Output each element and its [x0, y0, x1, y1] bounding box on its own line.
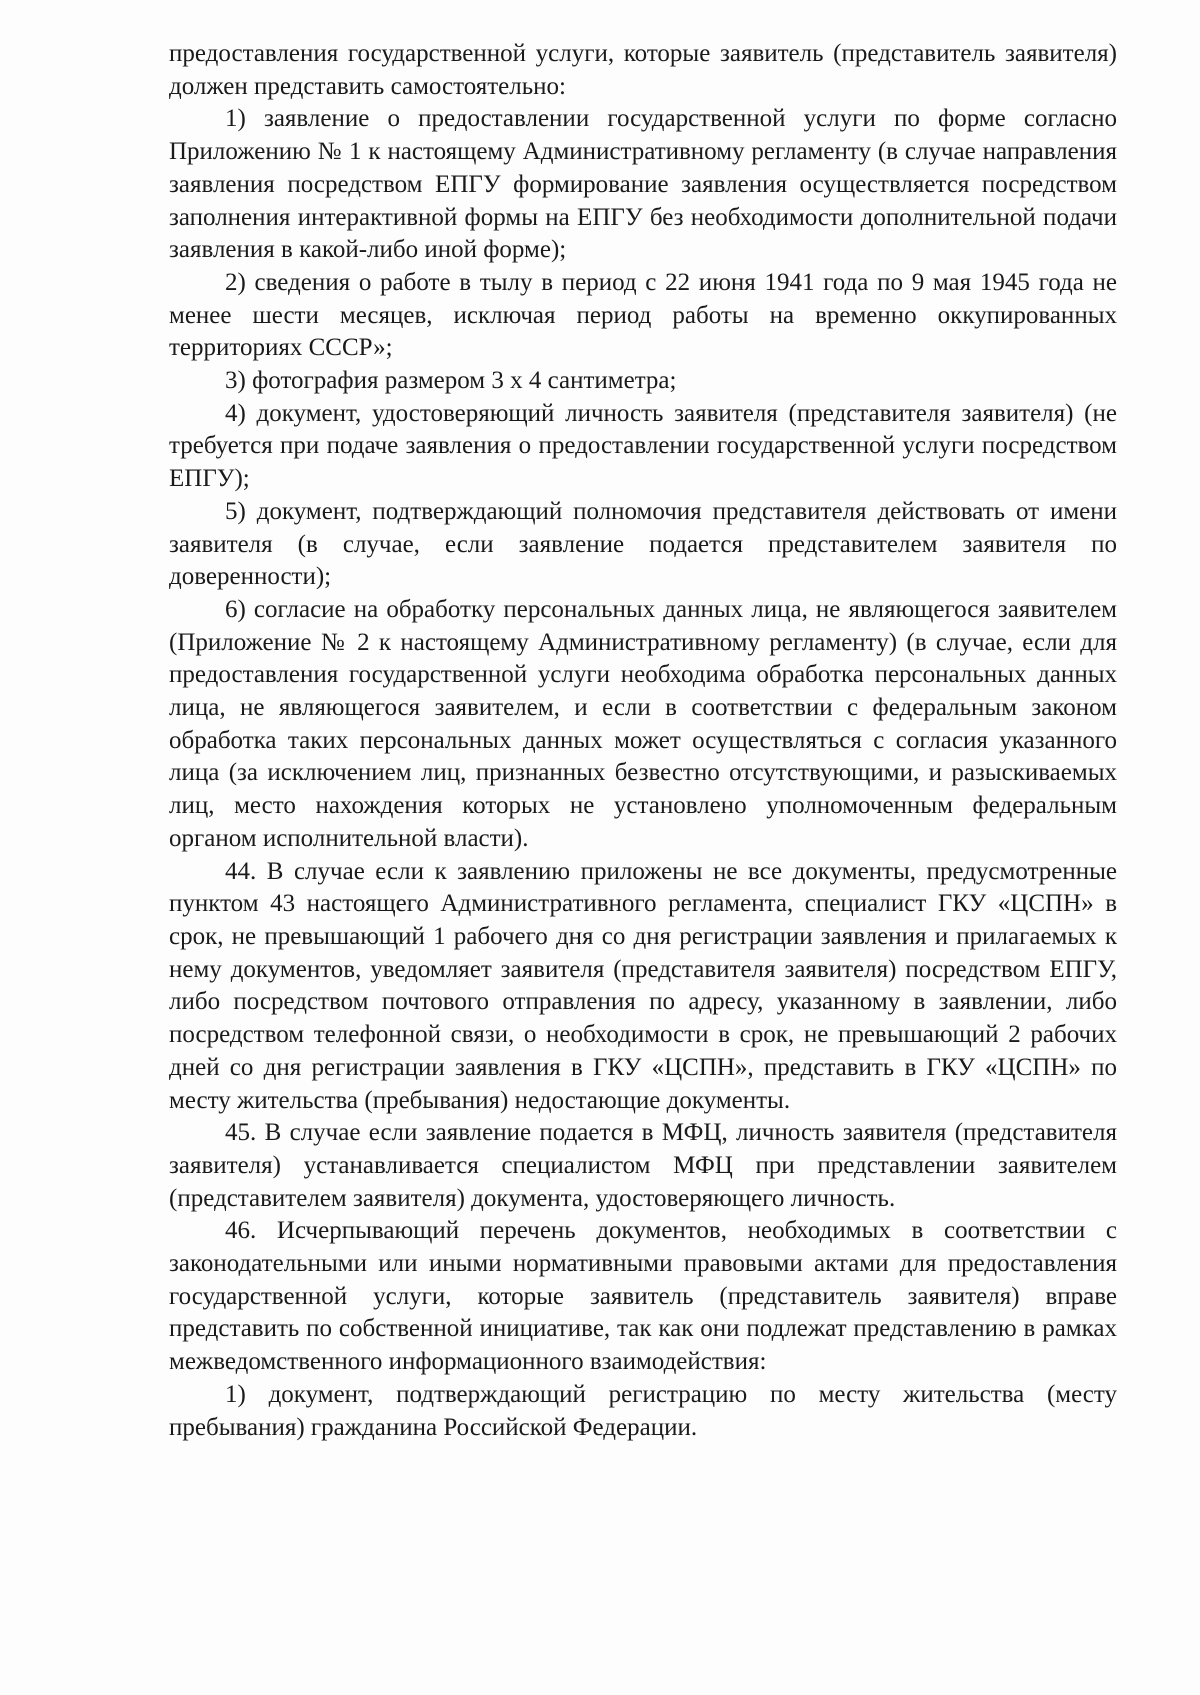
document-body [169, 38, 1117, 1444]
list-item-4-identity-document: 4) документ, удостоверяющий личность заявителя (представителя заявителя) (не требуется при подаче заявления о предоставлении государственной услуги посредством ЕПГУ); [169, 399, 1117, 493]
clause-46-list-item-1: 1) документ, подтверждающий регистрацию по месту жительства (месту пребывания) гражданина Российской Федерации. [169, 1380, 1117, 1441]
paragraph-continuation: предоставления государственной услуги, которые заявитель (представитель заявителя) должен представить самостоятельно: [169, 40, 1117, 100]
list-item-2-work-info: 2) сведения о работе в тылу в период с 22 июня 1941 года по 9 мая 1945 года не менее шести месяцев, исключая период работы на временно оккупированных территориях СССР»; [169, 268, 1117, 362]
list-item-5-authority-document: 5) документ, подтверждающий полномочия представителя действовать от имени заявителя (в случае, если заявление подается представителем заявителя по доверенности); [169, 497, 1117, 591]
clause-46: 46. Исчерпывающий перечень документов, необходимых в соответствии с законодательными или иными нормативными правовыми актами для предоставления государственной услуги, которые заявитель (представитель заявителя) вправе представить по собственной инициативе, так как они подлежат представлению в рамках межведомственного информационного взаимодействия: [169, 1217, 1117, 1376]
list-item-1-application: 1) заявление о предоставлении государственной услуги по форме согласно Приложению № 1 к настоящему Административному регламенту (в случае направления заявления посредством ЕПГУ формирование заявления осуществляется посредством заполнения интерактивной формы на ЕПГУ без необходимости дополнительной подачи заявления в какой-либо иной форме); [169, 105, 1117, 264]
clause-44: 44. В случае если к заявлению приложены не все документы, предусмотренные пунктом 43 настоящего Административного регламента, специалист ГКУ «ЦСПН» в срок, не превышающий 1 рабочего дня со дня регистрации заявления и прилагаемых к нему документов, уведомляет заявителя (представителя заявителя) посредством ЕПГУ, либо посредством почтового отправления по адресу, указанному в заявлении, либо посредством телефонной связи, о необходимости в срок, не превышающий 2 рабочих дней со дня регистрации заявления в ГКУ «ЦСПН», представить в ГКУ «ЦСПН» по месту жительства (пребывания) недостающие документы. [169, 857, 1117, 1114]
list-item-6-consent: 6) согласие на обработку персональных данных лица, не являющегося заявителем (Приложение № 2 к настоящему Административному регламенту) (в случае, если для предоставления государственной услуги необходима обработка персональных данных лица, не являющегося заявителем, и если в соответствии с федеральным законом обработка таких персональных данных может осуществляться с согласия указанного лица (за исключением лиц, признанных безвестно отсутствующими, и разыскиваемых лиц, место нахождения которых не установлено уполномоченным федеральным органом исполнительной власти). [169, 595, 1117, 852]
clause-45: 45. В случае если заявление подается в МФЦ, личность заявителя (представителя заявителя) устанавливается специалистом МФЦ при представлении заявителем (представителем заявителя) документа, удостоверяющего личность. [169, 1119, 1117, 1212]
list-item-3-photo: 3) фотография размером 3 х 4 сантиметра; [225, 367, 677, 395]
